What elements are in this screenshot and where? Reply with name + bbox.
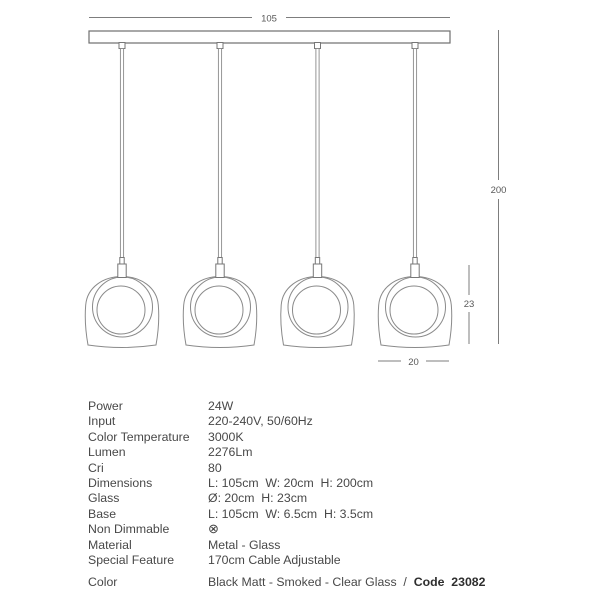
spec-value: L: 105cm W: 20cm H: 200cm [208,475,374,490]
cable [413,49,416,264]
socket-neck [218,258,222,265]
spec-value: 170cm Cable Adjustable [208,552,341,567]
spec-row-power [88,399,548,414]
spec-label: Material [88,537,132,552]
spec-row-color [88,575,548,590]
spec-row-glass [88,491,548,506]
spec-row-dimensions [88,476,548,491]
spec-label: Non Dimmable [88,522,170,537]
pendant-2 [183,43,256,348]
socket-neck [120,258,124,265]
socket-body [118,264,126,278]
spec-row-color-temperature [88,430,548,445]
cable-hanger [217,43,223,49]
cable-hanger [119,43,125,49]
inner-sphere-inner [195,286,243,334]
pendant-group [85,43,451,348]
cable [316,49,319,264]
cable [218,49,221,264]
spec-label: Power [88,399,123,413]
socket-body [313,264,321,278]
spec-value: L: 105cm W: 6.5cm H: 3.5cm [208,506,374,521]
color-value-text: Black Matt - Smoked - Clear Glass / [208,575,414,590]
inner-sphere-inner [390,286,438,334]
spec-value: 220-240V, 50/60Hz [208,414,313,429]
spec-label: Dimensions [88,475,153,490]
spec-row-material [88,538,548,553]
spec-label: Base [88,506,117,521]
non-dimmable-icon: ⊗ [208,521,219,537]
spec-value [208,522,219,537]
pendant-3 [281,43,354,348]
pendant-1 [85,43,158,348]
cable [120,49,123,264]
cable-hanger [315,43,321,49]
socket-body [411,264,419,278]
inner-sphere-inner [293,286,341,334]
spec-value: 2276Lm [208,445,253,460]
dim-label-200: 200 [490,185,507,196]
spec-value: 3000K [208,429,244,444]
spec-label: Color Temperature [88,429,190,444]
pendant-4 [378,43,451,348]
spec-row-special-feature [88,553,548,568]
spec-row-base [88,507,548,522]
inner-sphere-inner [97,286,145,334]
spec-value [208,575,485,590]
socket-body [216,264,224,278]
spec-label: Special Feature [88,552,175,567]
spec-row-lumen [88,445,548,460]
cable-hanger [412,43,418,49]
spec-value: 24W [208,399,234,413]
socket-neck [315,258,319,265]
canopy-bar [89,31,450,43]
spec-table [88,399,548,591]
product-code: Code 23082 [413,575,486,590]
spec-value: Ø: 20cm H: 23cm [208,491,308,506]
dim-label-20: 20 [408,357,419,368]
spec-value: Metal - Glass [208,537,281,552]
spec-label: Glass [88,491,120,506]
dim-label-23: 23 [463,299,475,310]
spec-label: Input [88,414,116,429]
dim-label-105: 105 [261,13,277,25]
spec-value: 80 [208,460,222,475]
spec-row-cri [88,461,548,476]
spec-row-non-dimmable [88,522,548,537]
spec-label: Lumen [88,445,126,460]
spec-label: Color [88,575,118,590]
socket-neck [413,258,417,265]
spec-label: Cri [88,460,104,475]
spec-row-input [88,414,548,429]
